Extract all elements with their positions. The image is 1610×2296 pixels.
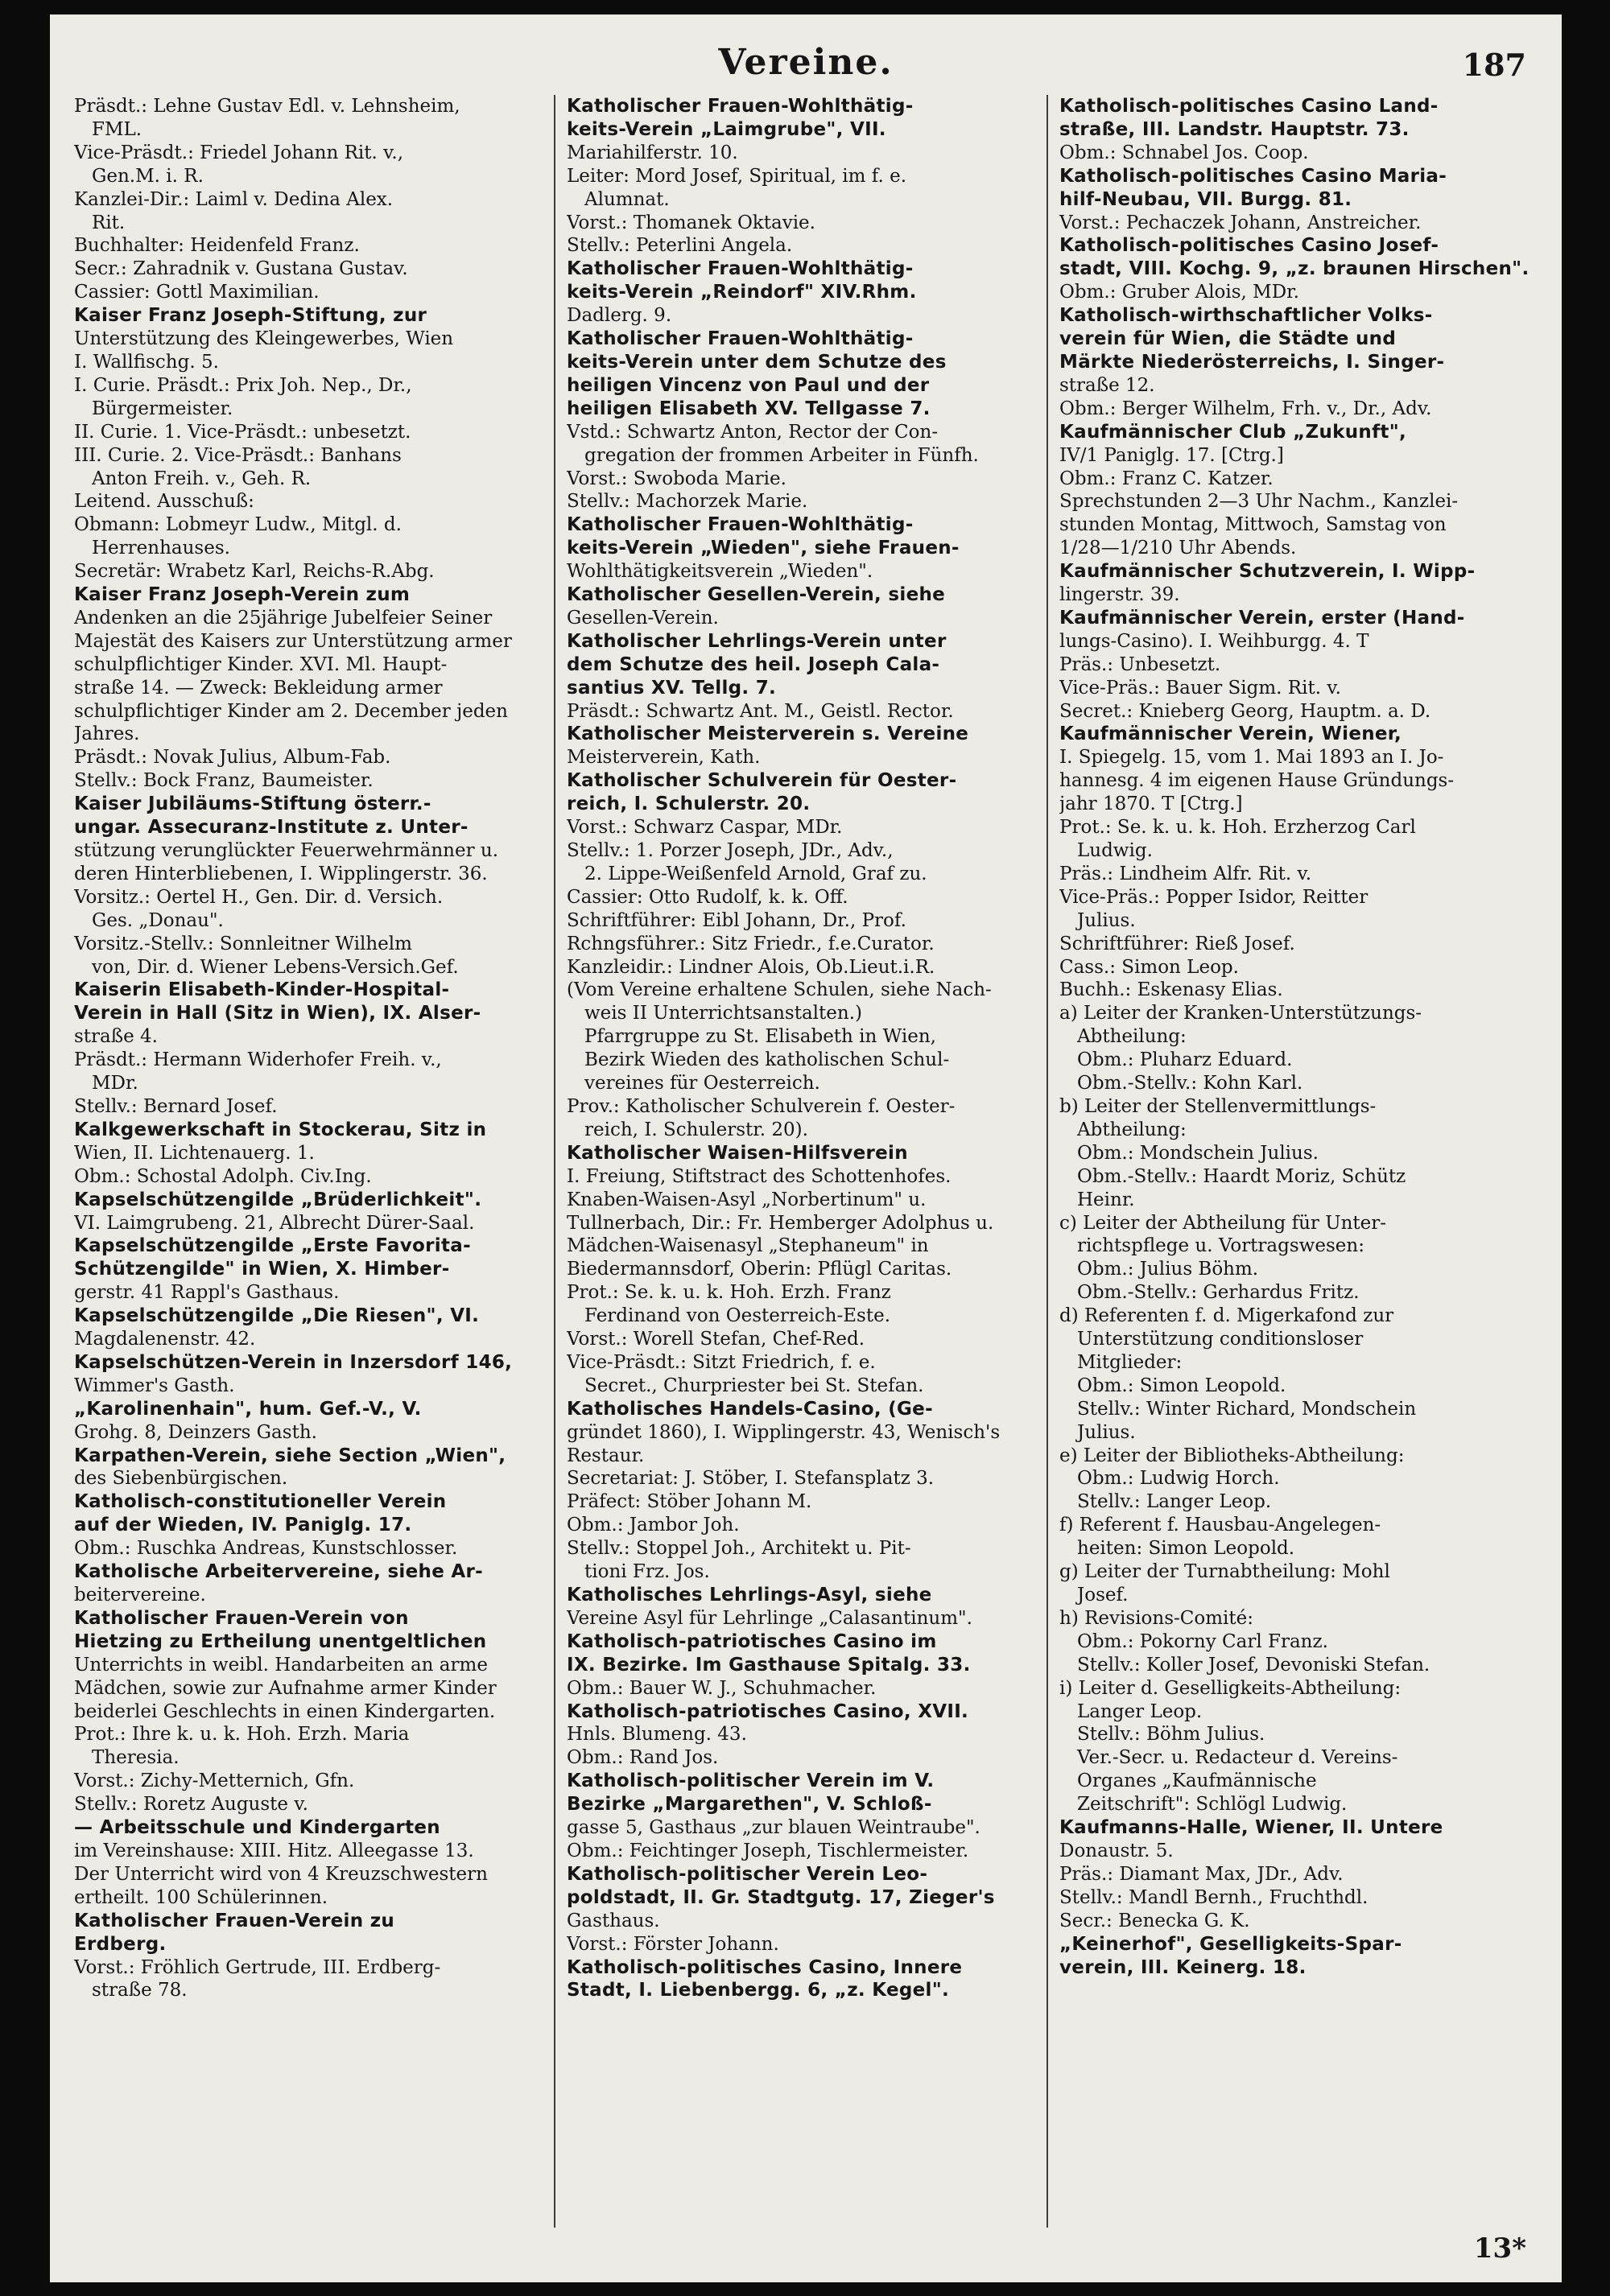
entry-line: des Siebenbürgischen. <box>74 1468 288 1490</box>
entry-line: Stellv.: Peterlini Angela. <box>567 235 793 257</box>
entry-heading: „Keinerhof", Geselligkeits-Spar- <box>1059 1933 1402 1955</box>
entry-line: Magdalenenstr. 42. <box>74 1329 256 1350</box>
entry-line: g) Leiter der Turnabtheilung: Mohl <box>1059 1561 1390 1583</box>
entry-line: Vice-Präsdt.: Sitzt Friedrich, f. e. <box>567 1351 876 1373</box>
entry-heading: Kaufmännischer Schutzverein, I. Wipp- <box>1059 561 1476 583</box>
entry-line: straße 78. <box>92 1980 188 2001</box>
entry-line: Ver.-Secr. u. Redacteur d. Vereins- <box>1077 1747 1398 1769</box>
entry-line: Cassier: Otto Rudolf, k. k. Off. <box>567 886 848 908</box>
entry-heading: Katholischer Meisterverein s. Vereine <box>567 723 969 745</box>
entry-line: Majestät des Kaisers zur Unterstützung armer <box>74 630 512 652</box>
entry-line: 2. Lippe-Weißenfeld Arnold, Graf zu. <box>584 863 927 884</box>
entry-line: Secret., Churpriester bei St. Stefan. <box>584 1375 924 1396</box>
entry-heading: Kaiserin Elisabeth-Kinder-Hospital- <box>74 979 450 1001</box>
entry-line: Obm.: Berger Wilhelm, Frh. v., Dr., Adv. <box>1059 398 1432 419</box>
entry-line: Präfect: Stöber Johann M. <box>567 1491 812 1513</box>
entry-line: lungs-Casino). I. Weihburgg. 4. T <box>1059 630 1369 652</box>
entry-line: I. Freiung, Stiftstract des Schottenhofes. <box>567 1165 952 1187</box>
entry-line: Theresia. <box>92 1747 180 1769</box>
entry-line: gregation der frommen Arbeiter in Fünfh. <box>584 444 979 466</box>
entry-line: von, Dir. d. Wiener Lebens-Versich.Gef. <box>92 956 459 978</box>
entry-line: stunden Montag, Mittwoch, Samstag von <box>1059 514 1447 536</box>
entry-line: Obm.: Ludwig Horch. <box>1077 1468 1280 1490</box>
entry-heading: Kaiser Franz Joseph-Verein zum <box>74 584 411 606</box>
page-number: 187 <box>1462 47 1526 83</box>
entry-heading: auf der Wieden, IV. Paniglg. 17. <box>74 1515 412 1536</box>
entry-line: Obm.: Bauer W. J., Schuhmacher. <box>567 1677 877 1699</box>
entry-line: Stellv.: Langer Leop. <box>1077 1491 1272 1513</box>
entry-line: Bürgermeister. <box>92 398 233 419</box>
entry-heading: Katholisch-politisches Casino Maria- <box>1059 165 1447 187</box>
entry-heading: heiligen Elisabeth XV. Tellgasse 7. <box>567 398 931 419</box>
entry-heading: Katholisch-wirthschaftlicher Volks- <box>1059 305 1433 327</box>
entry-line: Vstd.: Schwartz Anton, Rector der Con- <box>567 421 939 443</box>
entry-heading: Katholisches Lehrlings-Asyl, siehe <box>567 1585 932 1606</box>
entry-line: Mädchen, sowie zur Aufnahme armer Kinder <box>74 1677 497 1699</box>
entry-line: Obm.: Gruber Alois, MDr. <box>1059 282 1299 303</box>
entry-line: Donaustr. 5. <box>1059 1840 1174 1861</box>
entry-line: Unterrichts in weibl. Handarbeiten an arme <box>74 1654 488 1676</box>
entry-heading: Katholisch-politisches Casino, Innere <box>567 1956 963 1978</box>
entry-line: I. Spiegelg. 15, vom 1. Mai 1893 an I. Jo- <box>1059 747 1444 769</box>
entry-line: Präsdt.: Novak Julius, Album-Fab. <box>74 747 391 769</box>
entry-line: Josef. <box>1077 1585 1129 1606</box>
entry-line: richtspflege u. Vortragswesen: <box>1077 1235 1364 1257</box>
entry-line: Obm.: Jambor Joh. <box>567 1515 740 1536</box>
entry-line: Vice-Präsdt.: Friedel Johann Rit. v., <box>74 142 404 163</box>
entry-heading: Katholischer Frauen-Wohlthätig- <box>567 258 914 280</box>
entry-line: Biedermannsdorf, Oberin: Pflügl Caritas. <box>567 1259 952 1280</box>
entry-heading: Katholischer Waisen-Hilfsverein <box>567 1142 908 1164</box>
entry-line: Kanzlei-Dir.: Laiml v. Dedina Alex. <box>74 188 394 210</box>
entry-line: VI. Laimgrubeng. 21, Albrecht Dürer-Saal. <box>74 1212 475 1234</box>
entry-heading: Bezirke „Margarethen", V. Schloß- <box>567 1794 932 1816</box>
entry-line: d) Referenten f. d. Migerkafond zur <box>1059 1305 1394 1327</box>
entry-line: Secr.: Zahradnik v. Gustana Gustav. <box>74 258 408 280</box>
entry-heading: Kapselschützengilde „Erste Favorita- <box>74 1235 471 1257</box>
entry-heading: Katholisch-politisches Casino Josef- <box>1059 235 1439 257</box>
entry-line: Schriftführer: Eibl Johann, Dr., Prof. <box>567 909 906 931</box>
entry-line: Jahres. <box>74 723 140 745</box>
entry-heading: Katholisch-politischer Verein Leo- <box>567 1863 928 1885</box>
entry-line: II. Curie. 1. Vice-Präsdt.: unbesetzt. <box>74 421 411 443</box>
entry-line: Julius. <box>1077 909 1136 931</box>
entry-line: Prot.: Se. k. u. k. Hoh. Erzherzog Carl <box>1059 817 1416 839</box>
entry-line: straße 12. <box>1059 374 1155 396</box>
entry-line: e) Leiter der Bibliotheks-Abtheilung: <box>1059 1445 1405 1466</box>
entry-line: Herrenhauses. <box>92 538 230 559</box>
entry-line: Obm.: Pluharz Eduard. <box>1077 1049 1293 1071</box>
entry-line: Alumnat. <box>584 188 670 210</box>
entry-heading: Karpathen-Verein, siehe Section „Wien", <box>74 1445 506 1466</box>
entry-line: Präsdt.: Hermann Widerhofer Freih. v., <box>74 1049 442 1071</box>
entry-line: c) Leiter der Abtheilung für Unter- <box>1059 1212 1387 1234</box>
entry-heading: Kaufmännischer Verein, Wiener, <box>1059 723 1402 745</box>
entry-line: Vorst.: Swoboda Marie. <box>567 468 786 489</box>
entry-line: Andenken an die 25jährige Jubelfeier Seiner <box>74 607 493 629</box>
entry-line: Bezirk Wieden des katholischen Schul- <box>584 1049 950 1071</box>
entry-heading: Katholischer Frauen-Wohlthätig- <box>567 514 914 536</box>
entry-line: Prot.: Ihre k. u. k. Hoh. Erzh. Maria <box>74 1724 410 1746</box>
entry-line: heiten: Simon Leopold. <box>1077 1538 1295 1560</box>
entry-line: Stellv.: Roretz Auguste v. <box>74 1794 308 1816</box>
entry-line: Rit. <box>92 212 126 233</box>
entry-heading: straße, III. Landstr. Hauptstr. 73. <box>1059 118 1410 140</box>
entry-line: Stellv.: Bock Franz, Baumeister. <box>74 770 374 792</box>
entry-heading: poldstadt, II. Gr. Stadtgutg. 17, Zieger's <box>567 1886 995 1908</box>
entry-heading: Katholischer Schulverein für Oester- <box>567 770 957 792</box>
entry-line: I. Wallfischg. 5. <box>74 351 219 373</box>
entry-line: b) Leiter der Stellenvermittlungs- <box>1059 1095 1377 1117</box>
entry-heading: santius XV. Tellg. 7. <box>567 677 777 699</box>
entry-line: Mädchen-Waisenasyl „Stephaneum" in <box>567 1235 929 1257</box>
entry-line: Cass.: Simon Leop. <box>1059 956 1239 978</box>
entry-line: Prot.: Se. k. u. k. Hoh. Erzh. Franz <box>567 1282 891 1304</box>
entry-line: Stellv.: Bernard Josef. <box>74 1095 278 1117</box>
entry-line: Der Unterricht wird von 4 Kreuzschwestern <box>74 1863 488 1885</box>
entry-line: Ges. „Donau". <box>92 909 224 931</box>
entry-line: Secretär: Wrabetz Karl, Reichs-R.Abg. <box>74 561 435 583</box>
entry-heading: Kaiser Jubiläums-Stiftung österr.- <box>74 794 431 815</box>
entry-heading: keits-Verein „Reindorf" XIV.Rhm. <box>567 282 917 303</box>
entry-line: Rchngsführer.: Sitz Friedr., f.e.Curator. <box>567 933 935 954</box>
entry-line: Unterstützung des Kleingewerbes, Wien <box>74 328 454 350</box>
entry-line: Vice-Präs.: Popper Isidor, Reitter <box>1059 886 1368 908</box>
entry-line: Tullnerbach, Dir.: Fr. Hemberger Adolphus u. <box>567 1212 994 1234</box>
entry-line: Heinr. <box>1077 1189 1135 1210</box>
entry-heading: Katholischer Frauen-Wohlthätig- <box>567 328 914 350</box>
entry-line: i) Leiter d. Geselligkeits-Abtheilung: <box>1059 1677 1402 1699</box>
entry-heading: Kaufmanns-Halle, Wiener, II. Untere <box>1059 1817 1443 1839</box>
entry-line: Obm.: Mondschein Julius. <box>1077 1142 1319 1164</box>
entry-heading: Kapselschützengilde „Brüderlichkeit". <box>74 1189 482 1210</box>
entry-line: Obm.: Pokorny Carl Franz. <box>1077 1630 1328 1652</box>
entry-line: Stellv.: Mandl Bernh., Fruchthdl. <box>1059 1886 1368 1908</box>
entry-line: lingerstr. 39. <box>1059 584 1180 606</box>
entry-line: schulpflichtiger Kinder am 2. December jeden <box>74 700 508 722</box>
entry-heading: stadt, VIII. Kochg. 9, „z. braunen Hirschen". <box>1059 258 1530 280</box>
entry-heading: Katholischer Frauen-Verein von <box>74 1607 409 1629</box>
entry-line: Wohlthätigkeitsverein „Wieden". <box>567 561 873 583</box>
entry-line: Obm.: Schostal Adolph. Civ.Ing. <box>74 1165 372 1187</box>
entry-line: (Vom Vereine erhaltene Schulen, siehe Nach- <box>567 979 992 1001</box>
entry-line: Leitend. Ausschuß: <box>74 491 254 513</box>
entry-line: Wien, II. Lichtenauerg. 1. <box>74 1142 315 1164</box>
entry-line: Sprechstunden 2—3 Uhr Nachm., Kanzlei- <box>1059 491 1459 513</box>
entry-line: Kanzleidir.: Lindner Alois, Ob.Lieut.i.R. <box>567 956 935 978</box>
entry-line: Ferdinand von Oesterreich-Este. <box>584 1305 891 1327</box>
entry-line: ertheilt. 100 Schülerinnen. <box>74 1886 328 1908</box>
column-divider <box>1046 95 1048 2228</box>
entry-line: Obm.: Feichtinger Joseph, Tischlermeister. <box>567 1840 969 1861</box>
entry-line: Stellv.: 1. Porzer Joseph, JDr., Adv., <box>567 840 894 861</box>
text-columns <box>74 95 1544 2228</box>
entry-heading: keits-Verein „Wieden", siehe Frauen- <box>567 538 960 559</box>
entry-line: Gesellen-Verein. <box>567 607 719 629</box>
entry-heading: Katholischer Frauen-Verein zu <box>74 1910 395 1931</box>
entry-heading: Katholischer Frauen-Wohlthätig- <box>567 96 914 117</box>
entry-line: Abtheilung: <box>1077 1119 1187 1140</box>
entry-line: Präs.: Lindheim Alfr. Rit. v. <box>1059 863 1312 884</box>
entry-line: vereines für Oesterreich. <box>584 1073 820 1094</box>
entry-line: Stellv.: Koller Josef, Devoniski Stefan. <box>1077 1654 1430 1676</box>
entry-line: Abtheilung: <box>1077 1026 1187 1048</box>
entry-line: Anton Freih. v., Geh. R. <box>92 468 312 489</box>
entry-line: Vice-Präs.: Bauer Sigm. Rit. v. <box>1059 677 1341 699</box>
entry-line: h) Revisions-Comité: <box>1059 1607 1253 1629</box>
entry-heading: Stadt, I. Liebenbergg. 6, „z. Kegel". <box>567 1980 950 2001</box>
entry-line: im Vereinshause: XIII. Hitz. Alleegasse 13. <box>74 1840 474 1861</box>
entry-line: Vorst.: Thomanek Oktavie. <box>567 212 815 233</box>
entry-line: Restaur. <box>567 1445 645 1466</box>
entry-heading: heiligen Vincenz von Paul und der <box>567 374 930 396</box>
entry-line: Vorst.: Pechaczek Johann, Anstreicher. <box>1059 212 1422 233</box>
entry-heading: Katholischer Lehrlings-Verein unter <box>567 630 947 652</box>
entry-line: Obm.: Schnabel Jos. Coop. <box>1059 142 1309 163</box>
entry-line: Langer Leop. <box>1077 1700 1203 1722</box>
entry-line: 1/28—1/210 Uhr Abends. <box>1059 538 1297 559</box>
column-left <box>74 95 541 2228</box>
entry-line: Obmann: Lobmeyr Ludw., Mitgl. d. <box>74 514 402 536</box>
entry-line: Stellv.: Böhm Julius. <box>1077 1724 1265 1746</box>
entry-line: Stellv.: Machorzek Marie. <box>567 491 808 513</box>
entry-line: Vorsitz.-Stellv.: Sonnleitner Wilhelm <box>74 933 412 954</box>
entry-line: Obm.: Franz C. Katzer. <box>1059 468 1274 489</box>
entry-heading: Kaiser Franz Joseph-Stiftung, zur <box>74 305 427 327</box>
page-title: Vereine. <box>718 42 894 83</box>
entry-heading: Kapselschützen-Verein in Inzersdorf 146, <box>74 1351 513 1373</box>
entry-heading: „Karolinenhain", hum. Gef.-V., V. <box>74 1398 422 1420</box>
entry-heading: Katholisch-patriotisches Casino im <box>567 1630 937 1652</box>
entry-heading: keits-Verein unter dem Schutze des <box>567 351 947 373</box>
entry-line: Buchhalter: Heidenfeld Franz. <box>74 235 360 257</box>
entry-heading: ungar. Assecuranz-Institute z. Unter- <box>74 817 469 839</box>
entry-line: hannesg. 4 im eigenen Hause Gründungs- <box>1059 770 1455 792</box>
column-right <box>1059 95 1534 2228</box>
entry-heading: Erdberg. <box>74 1933 167 1955</box>
page-header <box>50 39 1562 95</box>
entry-line: Stellv.: Stoppel Joh., Architekt u. Pit- <box>567 1538 911 1560</box>
entry-line: MDr. <box>92 1073 138 1094</box>
entry-line: jahr 1870. T [Ctrg.] <box>1059 794 1243 815</box>
column-divider <box>554 95 555 2228</box>
entry-line: Pfarrgruppe zu St. Elisabeth in Wien, <box>584 1026 936 1048</box>
entry-heading: Kaufmännischer Verein, erster (Hand- <box>1059 607 1465 629</box>
entry-line: Secret.: Knieberg Georg, Hauptm. a. D. <box>1059 700 1431 722</box>
entry-heading: Kaufmännischer Club „Zukunft", <box>1059 421 1407 443</box>
entry-line: beitervereine. <box>74 1585 206 1606</box>
entry-heading: dem Schutze des heil. Joseph Cala- <box>567 653 940 675</box>
column-middle <box>567 95 1034 2228</box>
entry-line: Buchh.: Eskenasy Elias. <box>1059 979 1283 1001</box>
entry-heading: reich, I. Schulerstr. 20. <box>567 794 811 815</box>
entry-line: Mariahilferstr. 10. <box>567 142 738 163</box>
entry-line: Secretariat: J. Stöber, I. Stefansplatz 3. <box>567 1468 935 1490</box>
entry-line: Obm.: Rand Jos. <box>567 1747 719 1769</box>
entry-line: I. Curie. Präsdt.: Prix Joh. Nep., Dr., <box>74 374 412 396</box>
entry-line: Schriftführer: Rieß Josef. <box>1059 933 1295 954</box>
entry-line: gründet 1860), I. Wipplingerstr. 43, Wenisch's <box>567 1421 1001 1443</box>
entry-line: schulpflichtiger Kinder. XVI. Ml. Haupt- <box>74 653 448 675</box>
entry-line: Wimmer's Gasth. <box>74 1375 235 1396</box>
entry-line: straße 4. <box>74 1026 158 1048</box>
entry-heading: IX. Bezirke. Im Gasthause Spitalg. 33. <box>567 1654 971 1676</box>
entry-heading: Kalkgewerkschaft in Stockerau, Sitz in <box>74 1119 487 1140</box>
entry-line: Obm.: Simon Leopold. <box>1077 1375 1286 1396</box>
entry-line: Leiter: Mord Josef, Spiritual, im f. e. <box>567 165 907 187</box>
entry-line: Cassier: Gottl Maximilian. <box>74 282 320 303</box>
entry-line: a) Leiter der Kranken-Unterstützungs- <box>1059 1003 1422 1024</box>
entry-heading: hilf-Neubau, VII. Burgg. 81. <box>1059 188 1352 210</box>
entry-line: IV/1 Paniglg. 17. [Ctrg.] <box>1059 444 1284 466</box>
entry-line: FML. <box>92 118 142 140</box>
scanned-page <box>50 14 1562 2282</box>
entry-heading: Kapselschützengilde „Die Riesen", VI. <box>74 1305 480 1327</box>
entry-line: Unterstützung conditionsloser <box>1077 1329 1364 1350</box>
entry-heading: Märkte Niederösterreichs, I. Singer- <box>1059 351 1445 373</box>
entry-line: Vorst.: Förster Johann. <box>567 1933 779 1955</box>
entry-line: Prov.: Katholischer Schulverein f. Oester- <box>567 1095 956 1117</box>
entry-heading: verein für Wien, die Städte und <box>1059 328 1397 350</box>
entry-line: Organes „Kaufmännische <box>1077 1770 1317 1792</box>
entry-line: Obm.: Ruschka Andreas, Kunstschlosser. <box>74 1538 458 1560</box>
entry-heading: verein, III. Keinerg. 18. <box>1059 1956 1307 1978</box>
entry-line: stützung verunglückter Feuerwehrmänner u. <box>74 840 499 861</box>
entry-line: Obm.-Stellv.: Haardt Moriz, Schütz <box>1077 1165 1406 1187</box>
entry-line: Mitglieder: <box>1077 1351 1183 1373</box>
entry-line: tioni Frz. Jos. <box>584 1561 710 1583</box>
entry-line: Grohg. 8, Deinzers Gasth. <box>74 1421 317 1443</box>
entry-heading: Schützengilde" in Wien, X. Himber- <box>74 1259 450 1280</box>
entry-line: Knaben-Waisen-Asyl „Norbertinum" u. <box>567 1189 927 1210</box>
entry-line: gasse 5, Gasthaus „zur blauen Weintraube". <box>567 1817 980 1839</box>
entry-line: Vorst.: Fröhlich Gertrude, III. Erdberg- <box>74 1956 441 1978</box>
entry-heading: Verein in Hall (Sitz in Wien), IX. Alser- <box>74 1003 481 1024</box>
entry-line: deren Hinterbliebenen, I. Wipplingerstr. 36. <box>74 863 488 884</box>
entry-line: III. Curie. 2. Vice-Präsdt.: Banhans <box>74 444 402 466</box>
entry-line: Vereine Asyl für Lehrlinge „Calasantinum". <box>567 1607 972 1629</box>
entry-line: Secr.: Benecka G. K. <box>1059 1910 1250 1931</box>
entry-line: Vorsitz.: Oertel H., Gen. Dir. d. Versich. <box>74 886 444 908</box>
entry-heading: Katholischer Gesellen-Verein, siehe <box>567 584 946 606</box>
entry-line: Vorst.: Schwarz Caspar, MDr. <box>567 817 843 839</box>
entry-line: straße 14. — Zweck: Bekleidung armer <box>74 677 443 699</box>
entry-line: Meisterverein, Kath. <box>567 747 761 769</box>
entry-line: Stellv.: Winter Richard, Mondschein <box>1077 1398 1417 1420</box>
entry-heading: Katholisch-constitutioneller Verein <box>74 1491 447 1513</box>
entry-line: Zeitschrift": Schlögl Ludwig. <box>1077 1794 1348 1816</box>
entry-line: gerstr. 41 Rappl's Gasthaus. <box>74 1282 340 1304</box>
entry-heading: Hietzing zu Ertheilung unentgeltlichen <box>74 1630 487 1652</box>
entry-line: Präs.: Diamant Max, JDr., Adv. <box>1059 1863 1344 1885</box>
entry-line: Präsdt.: Lehne Gustav Edl. v. Lehnsheim, <box>74 96 460 117</box>
entry-heading: Katholische Arbeitervereine, siehe Ar- <box>74 1561 483 1583</box>
entry-heading: keits-Verein „Laimgrube", VII. <box>567 118 886 140</box>
entry-heading: Katholisch-politischer Verein im V. <box>567 1770 935 1792</box>
entry-line: Obm.: Julius Böhm. <box>1077 1259 1259 1280</box>
entry-line: Präsdt.: Schwartz Ant. M., Geistl. Rector. <box>567 700 954 722</box>
entry-line: Obm.-Stellv.: Gerhardus Fritz. <box>1077 1282 1360 1304</box>
entry-line: Gasthaus. <box>567 1910 660 1931</box>
entry-line: weis II Unterrichtsanstalten.) <box>584 1003 862 1024</box>
entry-line: f) Referent f. Hausbau-Angelegen- <box>1059 1515 1381 1536</box>
entry-line: Gen.M. i. R. <box>92 165 204 187</box>
entry-heading: Katholisch-politisches Casino Land- <box>1059 96 1439 117</box>
entry-line: Ludwig. <box>1077 840 1153 861</box>
entry-line: reich, I. Schulerstr. 20). <box>584 1119 808 1140</box>
entry-line: Vorst.: Worell Stefan, Chef-Red. <box>567 1329 865 1350</box>
entry-line: beiderlei Geschlechts in einen Kindergarten. <box>74 1700 496 1722</box>
entry-heading: — Arbeitsschule und Kindergarten <box>74 1817 440 1839</box>
entry-line: Hnls. Blumeng. 43. <box>567 1724 747 1746</box>
entry-line: Obm.-Stellv.: Kohn Karl. <box>1077 1073 1303 1094</box>
entry-heading: Katholisches Handels-Casino, (Ge- <box>567 1398 933 1420</box>
entry-heading: Katholisch-patriotisches Casino, XVII. <box>567 1700 969 1722</box>
signature-mark: 13* <box>1473 2232 1526 2265</box>
entry-line: Vorst.: Zichy-Metternich, Gfn. <box>74 1770 355 1792</box>
entry-line: Präs.: Unbesetzt. <box>1059 653 1221 675</box>
entry-line: Dadlerg. 9. <box>567 305 672 327</box>
entry-line: Julius. <box>1077 1421 1136 1443</box>
